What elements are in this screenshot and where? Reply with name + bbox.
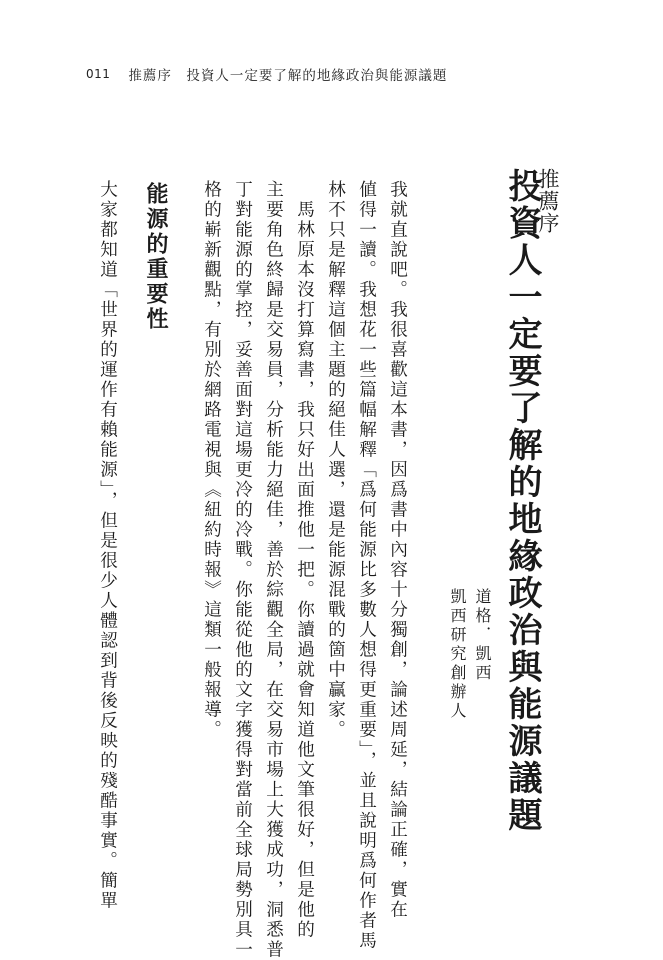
body-line: 値得一讀。我想花一些篇幅解釋「爲何能源比多數人想得更重要」，並且說明爲何作者馬: [356, 180, 377, 952]
body-line: 馬林原本沒打算寫書，我只好出面推他一把。你讀過就會知道他文筆很好，但是他的: [294, 180, 315, 940]
running-header-title: 推薦序 投資人一定要了解的地緣政治與能源議題: [128, 68, 448, 84]
page-title: 投資人一定要了解的地緣政治與能源議題: [502, 168, 542, 834]
author-name: 道格．凱西: [473, 588, 492, 683]
section-heading: 能源的重要性: [143, 182, 169, 332]
body-line: 林不只是解釋這個主題的絕佳人選，還是能源混戰的箇中贏家。: [325, 180, 346, 740]
body-line: 大家都知道「世界的運作有賴能源」，但是很少人體認到背後反映的殘酷事實。簡單: [97, 180, 118, 912]
author-role: 凱西研究創辦人: [448, 588, 467, 721]
body-line: 主要角色終歸是交易員，分析能力絕佳，善於綜觀全局，在交易市場上大獲成功，洞悉普: [263, 180, 284, 960]
running-header: [86, 62, 447, 86]
preface-label: 推薦序: [536, 168, 560, 234]
body-line: 丁對能源的掌控，妥善面對這場更冷的冷戰。你能從他的文字獲得對當前全球局勢別具一: [232, 180, 253, 960]
page-number: 011: [86, 67, 111, 81]
body-line: 格的嶄新觀點，有別於網路電視與《紐約時報》這類一般報導。: [201, 180, 222, 740]
body-line: 我就直說吧。我很喜歡這本書，因爲書中內容十分獨創，論述周延，結論正確，實在: [387, 180, 408, 920]
